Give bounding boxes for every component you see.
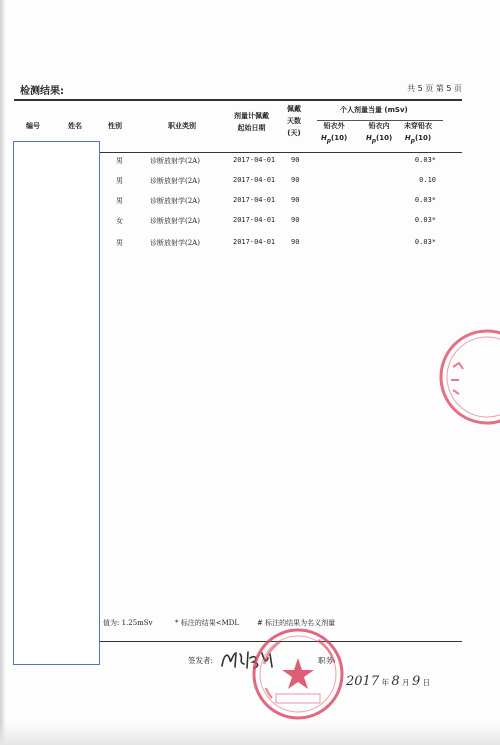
col-outer-unit-post: (10) [331,133,348,142]
col-job-header: 职业类别 [168,122,196,130]
col-none-unit [404,133,432,147]
cell-job: 诊断放射学(2A) [150,217,200,225]
col-inner-unit-sub: p [371,138,377,145]
footnote-mdl: * 标注的结果<MDL [175,619,240,627]
seal-stamp-edge [425,322,500,432]
col-start-header-line1: 剂量计佩戴 [234,112,269,120]
col-inner-unit-post: (10) [376,133,393,142]
scan-bottom-shadow [0,723,500,745]
official-seal-stamp [248,624,348,724]
col-inner-unit-symbol: H [366,133,372,142]
cell-days: 90 [291,216,300,224]
cell-start-date: 2017-04-01 [233,216,276,224]
redaction-box [13,141,100,665]
col-days-header-line1: 佩戴 [287,105,301,113]
col-none-label: 未穿铅衣 [404,122,432,130]
cell-job: 诊断放射学(2A) [150,177,200,185]
col-outer-label: 铅衣外 [323,122,345,130]
cell-days: 90 [291,196,300,204]
col-outer-unit-sub: p [326,138,332,145]
cell-gender: 男 [116,177,123,185]
cell-dose-none: 0.03* [414,156,436,164]
col-inner-unit [366,133,392,147]
col-none-unit-symbol: H [404,133,411,142]
col-start-header-line2: 起始日期 [237,123,266,132]
col-id-header: 编号 [26,122,40,130]
date-year-unit: 年 [381,678,389,687]
cell-gender: 女 [116,217,123,225]
col-none-unit-post: (10) [414,133,432,142]
date-month-unit: 月 [402,678,410,687]
dose-group-header: 个人剂量当量 (mSv) [340,106,408,114]
col-none-unit-sub: p [410,138,415,145]
results-heading: 检测结果: [20,86,64,97]
date-year: 2017 [346,674,380,689]
col-days-header-line2: 天数 [287,116,301,125]
col-inner-label: 铅衣内 [368,122,390,130]
col-days-header-line3: (天) [287,128,301,137]
cell-gender: 男 [116,197,123,205]
signer-label: 签发者: [188,656,214,665]
cell-job: 诊断放射学(2A) [150,239,200,247]
cell-dose-none: 0.03* [414,238,436,246]
cell-gender: 男 [116,157,123,165]
col-days-header [287,104,301,140]
col-start-header [234,111,269,135]
cell-job: 诊断放射学(2A) [150,197,200,205]
col-name-header: 姓名 [68,122,82,130]
scan-edge-shadow [0,0,6,745]
col-inner-header [366,121,392,147]
col-outer-unit [321,133,347,147]
cell-job: 诊断放射学(2A) [150,157,200,165]
position-label: 职务: [318,656,336,665]
footnote-threshold: 值为: 1.25mSv [103,619,153,627]
cell-start-date: 2017-04-01 [233,238,276,246]
date-day-unit: 日 [422,678,431,687]
col-none-header [404,121,432,147]
cell-days: 90 [291,238,300,246]
date-month: 8 [391,674,400,689]
cell-dose-none: 0.10 [419,176,436,184]
cell-gender: 男 [116,239,123,247]
cell-start-date: 2017-04-01 [233,196,276,204]
cell-start-date: 2017-04-01 [233,156,276,164]
issue-date [346,674,430,689]
cell-days: 90 [291,176,300,184]
cell-dose-none: 0.03* [414,216,436,224]
page-counter: 共 5 页 第 5 页 [407,84,462,93]
cell-start-date: 2017-04-01 [233,176,276,184]
col-gender-header: 性别 [108,122,122,130]
col-outer-unit-symbol: H [321,133,327,142]
cell-dose-none: 0.03* [414,196,436,204]
date-day: 9 [411,674,421,689]
col-outer-header [321,121,347,147]
cell-days: 90 [291,156,300,164]
table-top-rule [14,99,462,101]
footnote-nominal: # 标注的结果为名义剂量 [257,619,336,627]
